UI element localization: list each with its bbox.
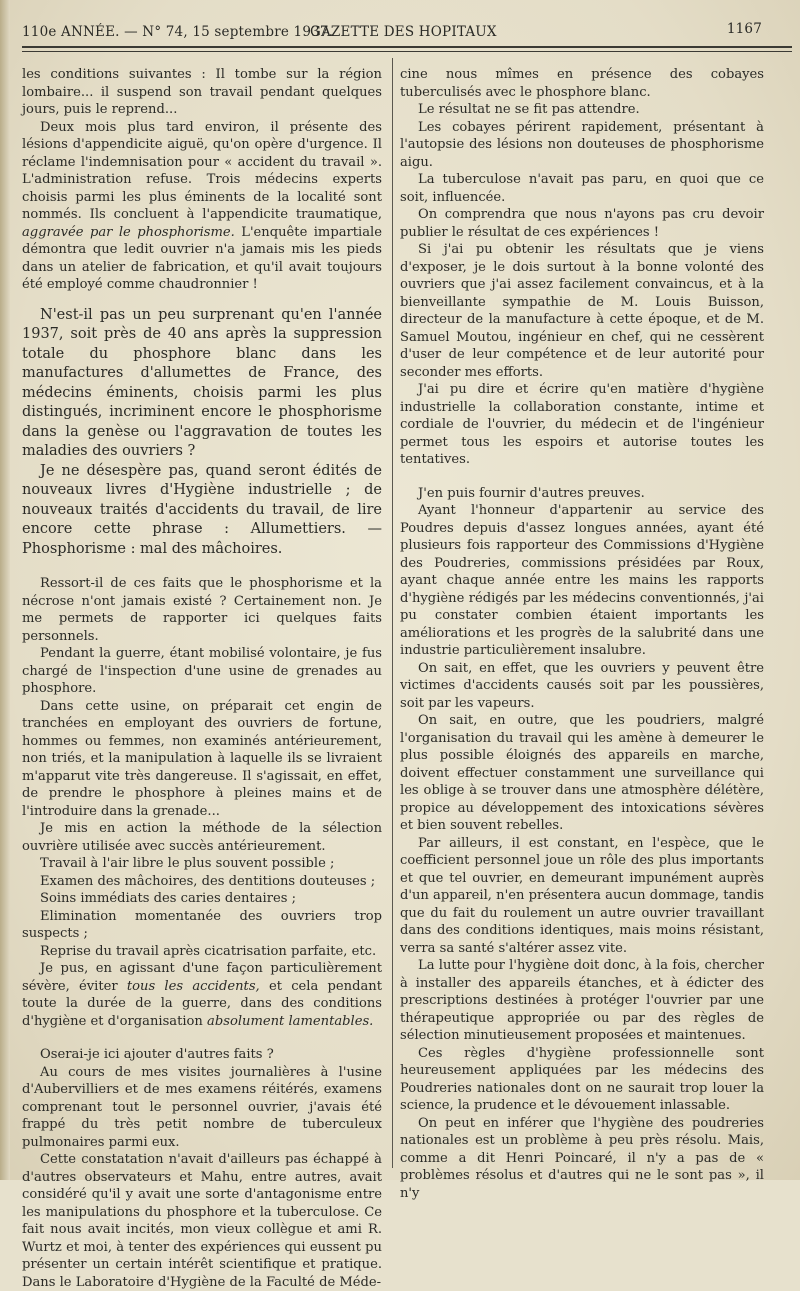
list-item: Examen des mâchoires, des dentitions douteuses ; (40, 873, 376, 889)
paragraph: cine nous mîmes en présence des cobayes tuberculisés avec le phosphore blanc. (400, 67, 764, 100)
running-header (22, 21, 762, 44)
paragraph: Le résultat ne se fit pas attendre. (418, 102, 640, 117)
paragraph: Pendant la guerre, étant mobilisé volontaire, je fus chargé de l'inspection d'une usine de grenades au phosphore. (22, 646, 382, 696)
paragraph: Je ne désespère pas, quand seront édités de nouveaux livres d'Hygiène industrielle ; de nouveaux traités d'accidents du travail, de lire encore cette phrase : Allumettiers. — Phosphorisme : mal des mâchoires. (22, 462, 382, 557)
paragraph: Dans cette usine, on préparait cet engin de tranchées en employant des ouvriers de fortune, hommes ou femmes, non examinés antérieurement, non triés, et la manipulation à laquelle ils se livraient m'apparut vite très dangereuse. Il s'agissait, en effet, de prendre le phosphore à pleines mains et de l'introduire dans la grenade... (22, 698, 382, 819)
list-item: Travail à l'air libre le plus souvent possible ; (40, 856, 335, 871)
paragraph: Ces règles d'hygiène professionnelle sont heureusement appliquées par les médecins des Poudreries nationales dont on ne saurait trop louer la science, la prudence et le dévouement inlassable. (400, 1045, 764, 1113)
list-item: Soins immédiats des caries dentaires ; (40, 891, 296, 906)
paragraph: Je pus, en agissant d'une façon particulièrement sévère, éviter tous les accidents, et cela pendant toute la durée de la guerre, dans des conditions d'hygiène et d'organisation absolument lamentables. (22, 961, 382, 1029)
issue-line: 110e ANNÉE. — N° 74, 15 septembre 1937. (22, 24, 334, 40)
list-item: Reprise du travail après cicatrisation parfaite, etc. (40, 943, 377, 959)
right-column (400, 66, 764, 1202)
paragraph: Cette constatation n'avait d'ailleurs pas échappé à d'autres observateurs et Mahu, entre autres, avait considéré qu'il y avait une sorte d'antagonisme entre les manipulations du phosphore et la tuberculose. Ce fait nous avait incités, mon vieux collègue et ami R. Wurtz et moi, à tenter des expériences qui eussent pu présenter un certain intérêt scientifique et pratique. Dans le Laboratoire d'Hygiène de la Faculté de Méde- (22, 1152, 382, 1290)
list-item: Elimination momentanée des ouvriers trop suspects ; (22, 908, 382, 941)
paragraph: Ressort-il de ces faits que le phosphorisme et la nécrose n'ont jamais existé ? Certainement non. Je me permets de rapporter ici quelques faits personnels. (22, 576, 382, 644)
paragraph: J'en puis fournir d'autres preuves. (418, 485, 645, 501)
paragraph: Au cours de mes visites journalières à l'usine d'Aubervilliers et de mes examens réitérés, examens comprenant tout le personnel ouvrier, j'avais été frappé du très petit nombre de tuberculeux pulmonaires parmi eux. (22, 1064, 382, 1150)
paragraph: La lutte pour l'hygiène doit donc, à la fois, chercher à installer des appareils étanches, et à édicter des prescriptions destinées à protéger l'ouvrier par une thérapeutique appropriée ou par des règles de sélection minutieusement proposées et maintenues. (400, 958, 764, 1043)
paragraph: Les cobayes périrent rapidement, présentant à l'autopsie des lésions non douteuses de phosphorisme aigu. (400, 119, 764, 170)
paragraph: Ayant l'honneur d'appartenir au service des Poudres depuis d'assez longues années, ayant été plusieurs fois rapporteur des Commissions d'Hygiène des Poudreries, commissions présidées par Roux, ayant chaque année entre les mains les rapports d'hygiène rédigés par les médecins conventionnés, j'ai pu constater combien étaient importants les améliorations et les progrès de la salubrité dans une industrie particulièrement insalubre. (400, 503, 764, 658)
page-edge-shadow (0, 0, 10, 1180)
paragraph: Par ailleurs, il est constant, en l'espèce, que le coefficient personnel joue un rôle des plus importants et que tel ouvrier, en demeurant impunément auprès d'un appareil, n'en présentera aucun dommage, tandis que du fait du roulement un autre ouvrier travaillant dans des conditions identiques, mais moins résistant, verra sa santé s'altérer assez vite. (400, 835, 764, 956)
paragraph: Oserai-je ici ajouter d'autres faits ? (40, 1047, 274, 1062)
paragraph: La tuberculose n'avait pas paru, en quoi que ce soit, influencée. (400, 172, 764, 205)
paragraph: On comprendra que nous n'ayons pas cru devoir publier le résultat de ces expériences ! (400, 207, 764, 240)
paragraph: N'est-il pas un peu surprenant qu'en l'année 1937, soit près de 40 ans après la suppression totale du phosphore blanc dans les manufactures d'allumettes de France, des médecins éminents, choisis parmi les plus distingués, incriminent encore le phosphorisme dans la genèse ou l'aggravation de toutes les maladies des ouvriers ? (22, 306, 382, 459)
header-rule-thin (22, 51, 792, 52)
paragraph: On sait, en outre, que les poudriers, malgré l'organisation du travail qui les amène à demeurer le plus possible éloignés des appareils en marche, doivent effectuer constamment une surveillance qui les oblige à se trouver dans une atmosphère délétère, propice au développement des intoxications sévères et bien souvent rebelles. (400, 713, 764, 833)
paragraph: les conditions suivantes : Il tombe sur la région lombaire... il suspend son travail pendant quelques jours, puis le reprend... (22, 67, 382, 117)
paragraph: J'ai pu dire et écrire qu'en matière d'hygiène industrielle la collaboration constante, intime et cordiale de l'ouvrier, du médecin et de l'ingénieur permet tous les espoirs et autorise toutes les tentatives. (400, 382, 764, 467)
paragraph: Deux mois plus tard environ, il présente des lésions d'appendicite aiguë, qu'on opère d'urgence. Il réclame l'indemnisation pour « accident du travail ». L'administration refuse. Trois médecins experts choisis parmi les plus éminents de la localité sont nommés. Ils concluent à l'appendicite traumatique, aggravée par le phosphorisme. L'enquête impartiale démontra que ledit ouvrier n'a jamais mis les pieds dans un atelier de fabrication, et qu'il avait toujours été employé comme chaudronnier ! (22, 119, 382, 292)
paragraph: Si j'ai pu obtenir les résultats que je viens d'exposer, je le dois surtout à la bonne volonté des ouvriers que j'ai assez facilement convaincus, et à la bienveillante sympathie de M. Louis Buisson, directeur de la manufacture à cette époque, et de M. Samuel Moutou, ingénieur en chef, qui ne cessèrent d'user de leur compétence et de leur autorité pour seconder mes efforts. (400, 242, 764, 380)
page-number: 1167 (726, 21, 762, 37)
left-column (22, 66, 382, 1291)
journal-title: GAZETTE DES HOPITAUX (310, 24, 497, 40)
paragraph: On peut en inférer que l'hygiène des poudreries nationales est un problème à peu près résolu. Mais, comme a dit Henri Poincaré, il n'y a pas de « problèmes résolus et d'autres qui ne le sont pas », il n'y (400, 1115, 764, 1201)
header-rule-thick (22, 46, 792, 48)
column-divider (392, 58, 393, 1168)
paragraph: Je mis en action la méthode de la sélection ouvrière utilisée avec succès antérieurement. (22, 821, 382, 854)
paragraph: On sait, en effet, que les ouvriers y peuvent être victimes d'accidents causés soit par les poussières, soit par les vapeurs. (400, 660, 764, 711)
